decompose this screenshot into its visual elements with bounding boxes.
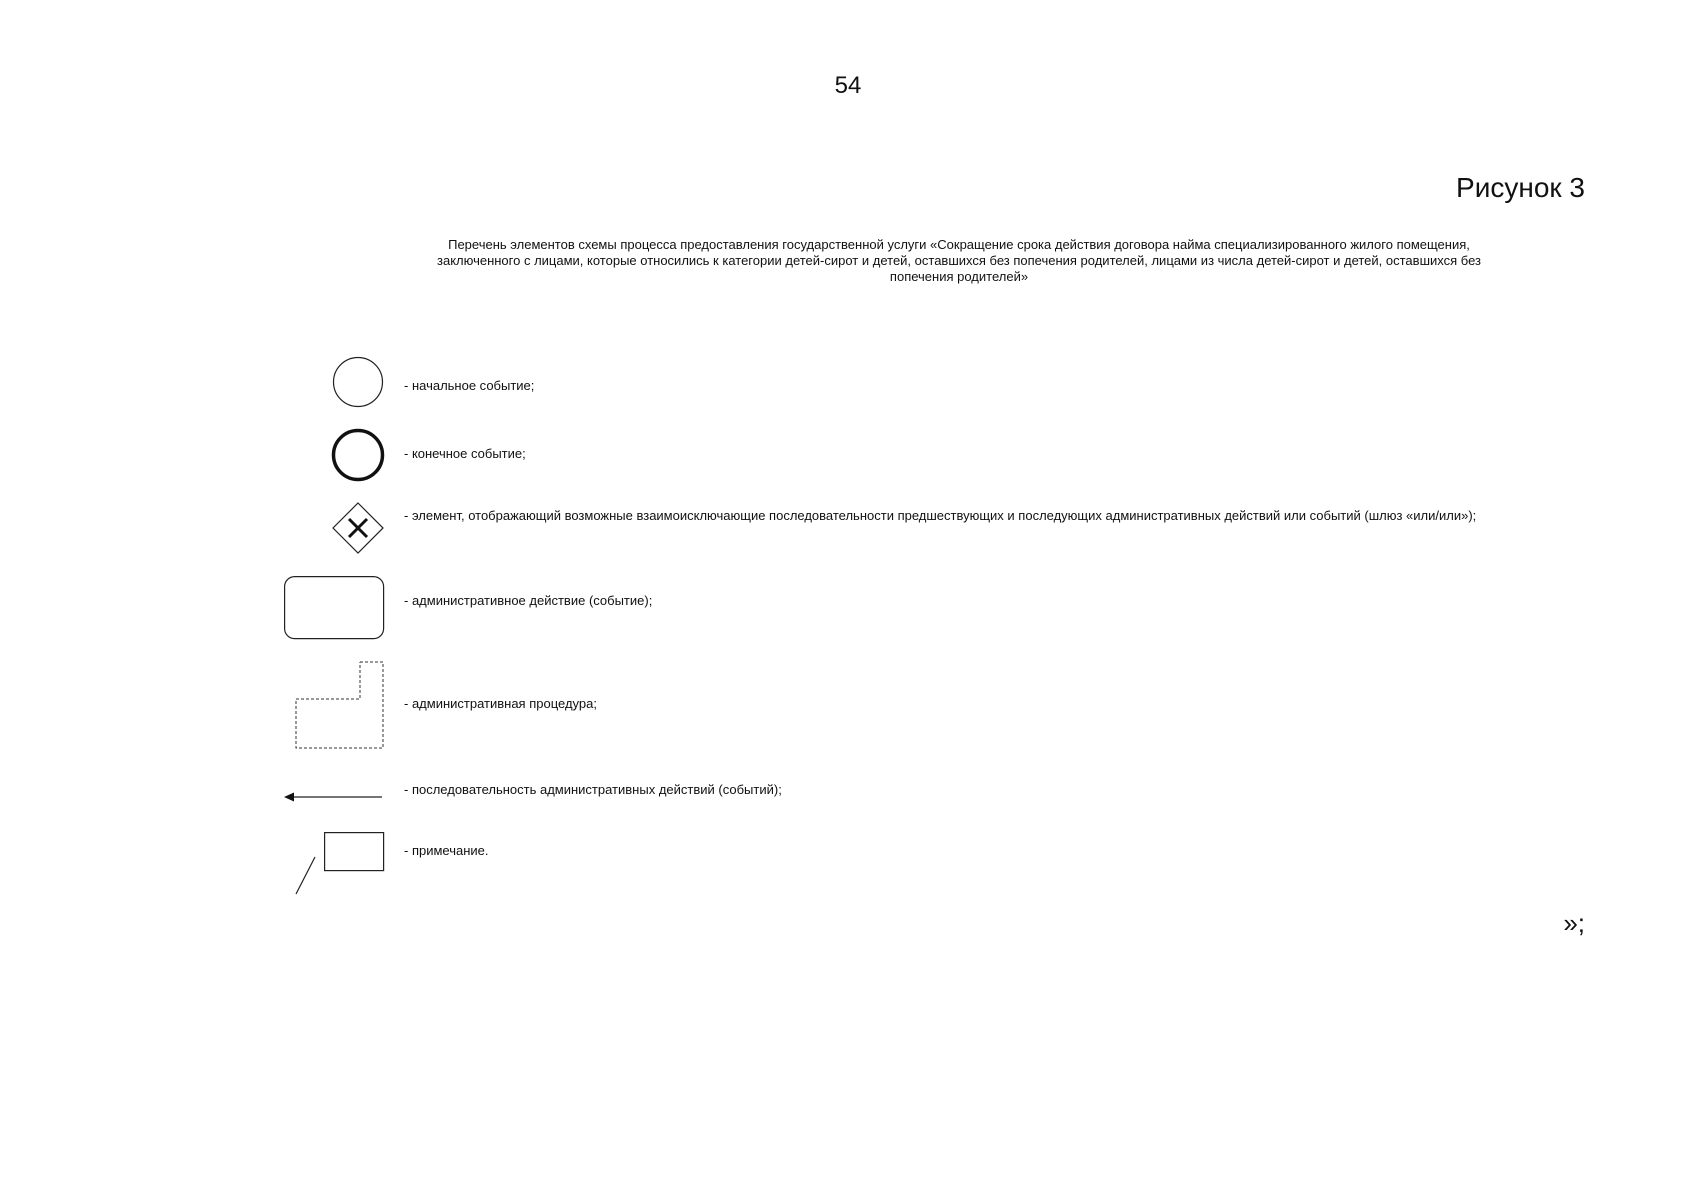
legend-admin-action-text: - административное действие (событие); <box>404 593 653 608</box>
end-event-icon <box>331 428 385 482</box>
sequence-arrow-icon <box>284 790 384 804</box>
document-title: Перечень элементов схемы процесса предоставления государственной услуги «Сокращение срока действия договора найма специализированного жилого помещения, заключенного с лицами, которые относились к категории детей-сирот и детей, оставшихся без попечения родителей, лицами из числа детей-сирот и детей, оставшихся без попечения родителей» <box>437 237 1481 284</box>
start-event-icon <box>332 356 384 408</box>
admin-action-icon <box>284 576 385 640</box>
closing-quote: »; <box>1563 908 1585 938</box>
figure-label: Рисунок 3 <box>1456 172 1585 203</box>
legend-end-event-text: - конечное событие; <box>404 446 526 461</box>
admin-procedure-icon <box>295 661 385 749</box>
gateway-icon <box>332 502 384 554</box>
legend-annotation-text: - примечание. <box>404 843 489 858</box>
annotation-icon <box>294 832 386 896</box>
legend-sequence-flow-text: - последовательность административных действий (событий); <box>404 782 782 797</box>
page-number: 54 <box>834 72 862 99</box>
legend-gateway-text: - элемент, отображающий возможные взаимоисключающие последовательности предшествующих и последующих административных действий или событий (шлюз «или/или»); <box>404 508 1477 523</box>
legend-admin-procedure-text: - административная процедура; <box>404 696 597 711</box>
legend-start-event-text: - начальное событие; <box>404 378 535 393</box>
